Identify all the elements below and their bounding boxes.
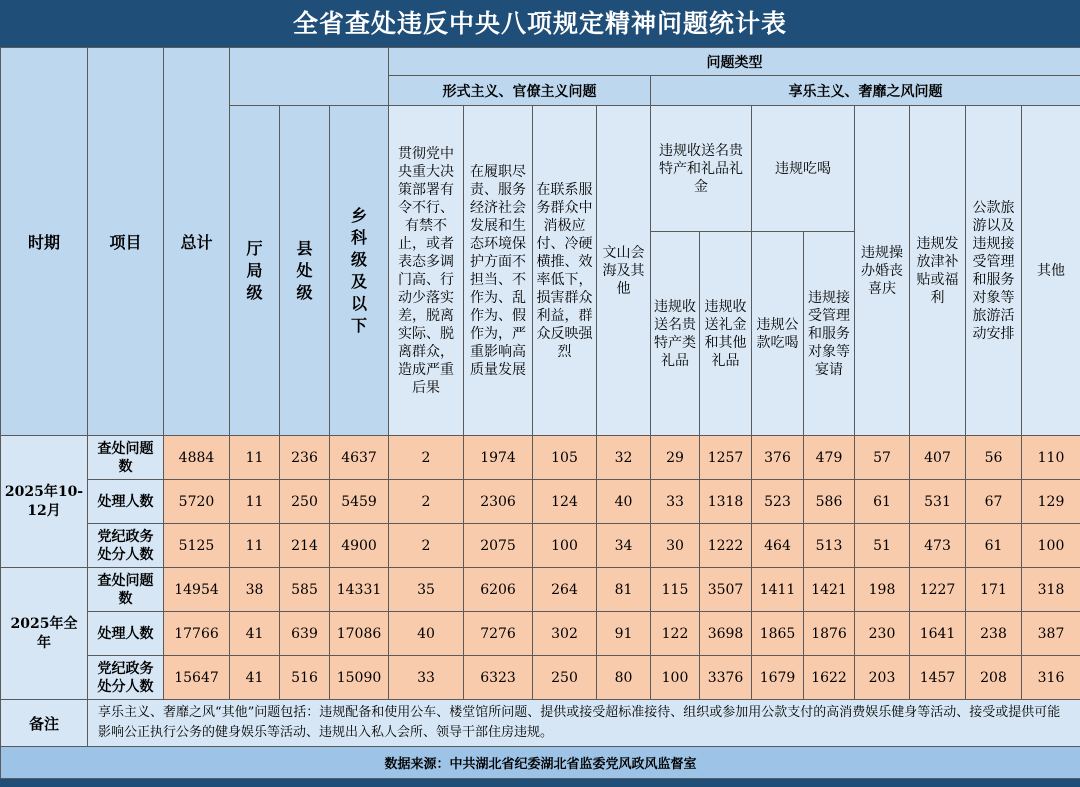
cell-value: 1641 bbox=[910, 612, 966, 656]
cell-total: 5125 bbox=[164, 524, 230, 568]
cell-value: 1457 bbox=[910, 656, 966, 700]
cell-value: 198 bbox=[855, 568, 910, 612]
cell-value: 1411 bbox=[752, 568, 804, 612]
cell-value: 523 bbox=[752, 480, 804, 524]
cell-value: 513 bbox=[804, 524, 855, 568]
cell-value: 1318 bbox=[700, 480, 752, 524]
problem-type-header: 问题类型 bbox=[389, 48, 1080, 76]
cell-value: 14331 bbox=[330, 568, 389, 612]
cell-value: 57 bbox=[855, 436, 910, 480]
cell-value: 35 bbox=[389, 568, 464, 612]
cell-value: 1622 bbox=[804, 656, 855, 700]
cell-value: 407 bbox=[910, 436, 966, 480]
cell-value: 639 bbox=[280, 612, 330, 656]
dining-group-header: 违规吃喝 bbox=[752, 106, 855, 232]
level-header-blank bbox=[230, 48, 389, 106]
row-item-label: 处理人数 bbox=[88, 612, 164, 656]
cell-value: 17086 bbox=[330, 612, 389, 656]
cell-value: 3507 bbox=[700, 568, 752, 612]
cell-value: 7276 bbox=[464, 612, 533, 656]
xiang-level-header: 乡科级及以下 bbox=[330, 106, 389, 436]
hedonism-col-2-header: 违规收送礼金和其他礼品 bbox=[700, 232, 752, 436]
cell-value: 80 bbox=[597, 656, 651, 700]
row-item-label: 党纪政务处分人数 bbox=[88, 524, 164, 568]
cell-value: 3376 bbox=[700, 656, 752, 700]
cell-value: 110 bbox=[1022, 436, 1080, 480]
hedonism-col-8-header: 其他 bbox=[1022, 106, 1080, 436]
formalism-group-header: 形式主义、官僚主义问题 bbox=[389, 76, 651, 106]
cell-value: 230 bbox=[855, 612, 910, 656]
cell-value: 122 bbox=[651, 612, 700, 656]
cell-value: 1865 bbox=[752, 612, 804, 656]
cell-value: 1679 bbox=[752, 656, 804, 700]
cell-value: 5459 bbox=[330, 480, 389, 524]
cell-value: 376 bbox=[752, 436, 804, 480]
cell-value: 1227 bbox=[910, 568, 966, 612]
cell-value: 1222 bbox=[700, 524, 752, 568]
cell-total: 15647 bbox=[164, 656, 230, 700]
cell-value: 11 bbox=[230, 436, 280, 480]
hedonism-col-5-header: 违规操办婚丧喜庆 bbox=[855, 106, 910, 436]
cell-value: 56 bbox=[966, 436, 1022, 480]
cell-value: 61 bbox=[966, 524, 1022, 568]
row-item-label: 查处问题数 bbox=[88, 436, 164, 480]
table-row bbox=[1, 436, 1080, 480]
cell-value: 171 bbox=[966, 568, 1022, 612]
cell-value: 33 bbox=[651, 480, 700, 524]
cell-value: 91 bbox=[597, 612, 651, 656]
cell-value: 264 bbox=[533, 568, 597, 612]
cell-value: 531 bbox=[910, 480, 966, 524]
cell-total: 5720 bbox=[164, 480, 230, 524]
cell-value: 38 bbox=[230, 568, 280, 612]
cell-value: 129 bbox=[1022, 480, 1080, 524]
cell-value: 1257 bbox=[700, 436, 752, 480]
hedonism-col-6-header: 违规发放津补贴或福利 bbox=[910, 106, 966, 436]
cell-value: 105 bbox=[533, 436, 597, 480]
cell-value: 81 bbox=[597, 568, 651, 612]
cell-value: 124 bbox=[533, 480, 597, 524]
data-source: 数据来源：中共湖北省纪委湖北省监委党风政风监督室 bbox=[1, 747, 1080, 779]
cell-value: 250 bbox=[533, 656, 597, 700]
xian-level-header: 县处级 bbox=[280, 106, 330, 436]
cell-value: 100 bbox=[651, 656, 700, 700]
cell-value: 464 bbox=[752, 524, 804, 568]
total-header: 总计 bbox=[164, 48, 230, 436]
formalism-col-1-header: 贯彻党中央重大决策部署有令不行、有禁不止，或者表态多调门高、行动少落实差，脱离实际、脱离群众，造成严重后果 bbox=[389, 106, 464, 436]
cell-value: 586 bbox=[804, 480, 855, 524]
cell-value: 100 bbox=[1022, 524, 1080, 568]
cell-value: 40 bbox=[389, 612, 464, 656]
cell-value: 2 bbox=[389, 524, 464, 568]
cell-value: 41 bbox=[230, 612, 280, 656]
cell-value: 473 bbox=[910, 524, 966, 568]
cell-value: 316 bbox=[1022, 656, 1080, 700]
item-header: 项目 bbox=[88, 48, 164, 436]
row-item-label: 党纪政务处分人数 bbox=[88, 656, 164, 700]
table-row bbox=[1, 612, 1080, 656]
cell-value: 2 bbox=[389, 480, 464, 524]
cell-value: 41 bbox=[230, 656, 280, 700]
cell-value: 61 bbox=[855, 480, 910, 524]
cell-value: 2 bbox=[389, 436, 464, 480]
cell-value: 236 bbox=[280, 436, 330, 480]
cell-value: 302 bbox=[533, 612, 597, 656]
cell-value: 6206 bbox=[464, 568, 533, 612]
table-row bbox=[1, 656, 1080, 700]
table-row bbox=[1, 524, 1080, 568]
cell-value: 238 bbox=[966, 612, 1022, 656]
cell-total: 14954 bbox=[164, 568, 230, 612]
cell-value: 208 bbox=[966, 656, 1022, 700]
cell-value: 15090 bbox=[330, 656, 389, 700]
cell-value: 250 bbox=[280, 480, 330, 524]
cell-value: 1974 bbox=[464, 436, 533, 480]
cell-value: 4637 bbox=[330, 436, 389, 480]
ting-level-header: 厅局级 bbox=[230, 106, 280, 436]
formalism-col-3-header: 在联系服务群众中消极应付、冷硬横推、效率低下，损害群众利益，群众反映强烈 bbox=[533, 106, 597, 436]
hedonism-col-1-header: 违规收送名贵特产类礼品 bbox=[651, 232, 700, 436]
cell-value: 51 bbox=[855, 524, 910, 568]
hedonism-col-3-header: 违规公款吃喝 bbox=[752, 232, 804, 436]
cell-value: 1876 bbox=[804, 612, 855, 656]
formalism-col-2-header: 在履职尽责、服务经济社会发展和生态环境保护方面不担当、不作为、乱作为、假作为，严重影响高质量发展 bbox=[464, 106, 533, 436]
cell-value: 203 bbox=[855, 656, 910, 700]
table-row bbox=[1, 480, 1080, 524]
formalism-col-4-header: 文山会海及其他 bbox=[597, 106, 651, 436]
cell-value: 67 bbox=[966, 480, 1022, 524]
cell-value: 585 bbox=[280, 568, 330, 612]
cell-value: 100 bbox=[533, 524, 597, 568]
cell-value: 115 bbox=[651, 568, 700, 612]
page-title: 全省查处违反中央八项规定精神问题统计表 bbox=[292, 9, 787, 38]
cell-value: 1421 bbox=[804, 568, 855, 612]
cell-value: 33 bbox=[389, 656, 464, 700]
cell-value: 4900 bbox=[330, 524, 389, 568]
period-label: 2025年10-12月 bbox=[1, 436, 88, 568]
cell-value: 318 bbox=[1022, 568, 1080, 612]
cell-value: 40 bbox=[597, 480, 651, 524]
cell-value: 516 bbox=[280, 656, 330, 700]
period-label: 2025年全年 bbox=[1, 568, 88, 700]
hedonism-col-4-header: 违规接受管理和服务对象等宴请 bbox=[804, 232, 855, 436]
hedonism-group-header: 享乐主义、奢靡之风问题 bbox=[651, 76, 1080, 106]
gift-group-header: 违规收送名贵特产和礼品礼金 bbox=[651, 106, 752, 232]
cell-total: 4884 bbox=[164, 436, 230, 480]
cell-value: 214 bbox=[280, 524, 330, 568]
cell-value: 34 bbox=[597, 524, 651, 568]
cell-value: 2306 bbox=[464, 480, 533, 524]
cell-total: 17766 bbox=[164, 612, 230, 656]
cell-value: 11 bbox=[230, 480, 280, 524]
cell-value: 2075 bbox=[464, 524, 533, 568]
note-text: 享乐主义、奢靡之风“其他”问题包括：违规配备和使用公车、楼堂馆所问题、提供或接受超标准接待、组织或参加用公款支付的高消费娱乐健身等活动、接受或提供可能影响公正执行公务的健身娱乐等活动、违规出入私人会所、领导干部住房违规。 bbox=[88, 700, 1080, 747]
cell-value: 479 bbox=[804, 436, 855, 480]
table-row bbox=[1, 568, 1080, 612]
cell-value: 11 bbox=[230, 524, 280, 568]
cell-value: 29 bbox=[651, 436, 700, 480]
cell-value: 6323 bbox=[464, 656, 533, 700]
statistics-table bbox=[0, 47, 1080, 779]
cell-value: 3698 bbox=[700, 612, 752, 656]
period-header: 时期 bbox=[1, 48, 88, 436]
cell-value: 387 bbox=[1022, 612, 1080, 656]
hedonism-col-7-header: 公款旅游以及违规接受管理和服务对象等旅游活动安排 bbox=[966, 106, 1022, 436]
row-item-label: 查处问题数 bbox=[88, 568, 164, 612]
row-item-label: 处理人数 bbox=[88, 480, 164, 524]
cell-value: 30 bbox=[651, 524, 700, 568]
note-label: 备注 bbox=[1, 700, 88, 747]
cell-value: 32 bbox=[597, 436, 651, 480]
